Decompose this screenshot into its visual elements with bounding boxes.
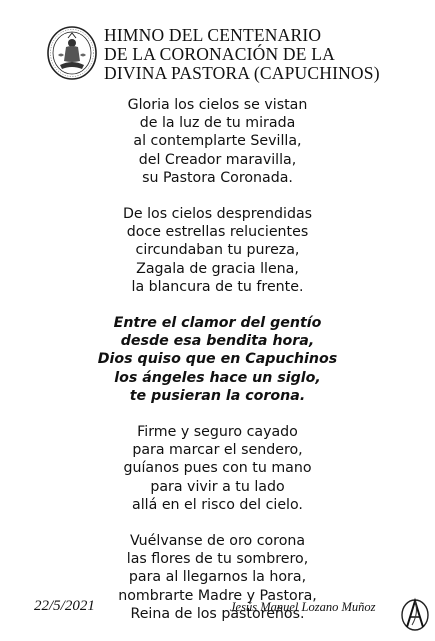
title-line: HIMNO DEL CENTENARIO [104, 25, 322, 45]
poem-line: Zagala de gracia llena, [136, 260, 299, 277]
poem-line: desde esa bendita hora, [120, 333, 315, 350]
poem-line: al contemplarte Sevilla, [133, 133, 302, 150]
stanza [0, 423, 435, 514]
poem-line: allá en el risco del cielo. [132, 496, 303, 513]
poem-line: De los cielos desprendidas [122, 206, 313, 223]
date-text: 22/5/2021 [34, 598, 95, 614]
poem-line: para marcar el sendero, [132, 442, 303, 459]
title-line: DIVINA PASTORA (CAPUCHINOS) [104, 63, 380, 83]
page-title [104, 26, 430, 83]
poem-line: para vivir a tu lado [150, 478, 285, 495]
header [0, 0, 435, 95]
poem-line: doce estrellas relucientes [126, 224, 309, 241]
poem-line: Entre el clamor del gentío [113, 315, 322, 332]
poem-line: del Creador maravilla, [138, 151, 297, 168]
author-signature: Jesús Manuel Lozano Muñoz [230, 600, 376, 614]
poem-line: Firme y seguro cayado [137, 424, 298, 441]
poem-line: para al llegarnos la hora, [128, 569, 307, 586]
poem-line: Vuélvanse de oro corona [129, 533, 306, 550]
poem-line: guíanos pues con tu mano [123, 460, 312, 477]
poem-line: los ángeles hace un siglo, [114, 369, 321, 386]
poem-line: las flores de tu sombrero, [126, 551, 309, 568]
title-line: DE LA CORONACIÓN DE LA [104, 44, 335, 64]
poem-line: Reina de los pastoreños. [130, 605, 305, 622]
poem-line: nombrarte Madre y Pastora, [118, 587, 317, 604]
stanza [0, 96, 435, 187]
religious-seal-icon [46, 25, 98, 81]
author-monogram-icon [399, 595, 431, 633]
poem-line: circundaban tu pureza, [135, 242, 300, 259]
poem [0, 96, 435, 641]
stanza [0, 205, 435, 296]
poem-line: Dios quiso que en Capuchinos [97, 351, 338, 368]
poem-line: Gloria los cielos se vistan [127, 97, 308, 113]
stanza-emphasized [0, 314, 435, 405]
poem-line: de la luz de tu mirada [139, 115, 296, 132]
poem-line: la blancura de tu frente. [131, 278, 304, 295]
poem-line: su Pastora Coronada. [142, 169, 293, 186]
poem-line: te pusieran la corona. [129, 387, 306, 404]
